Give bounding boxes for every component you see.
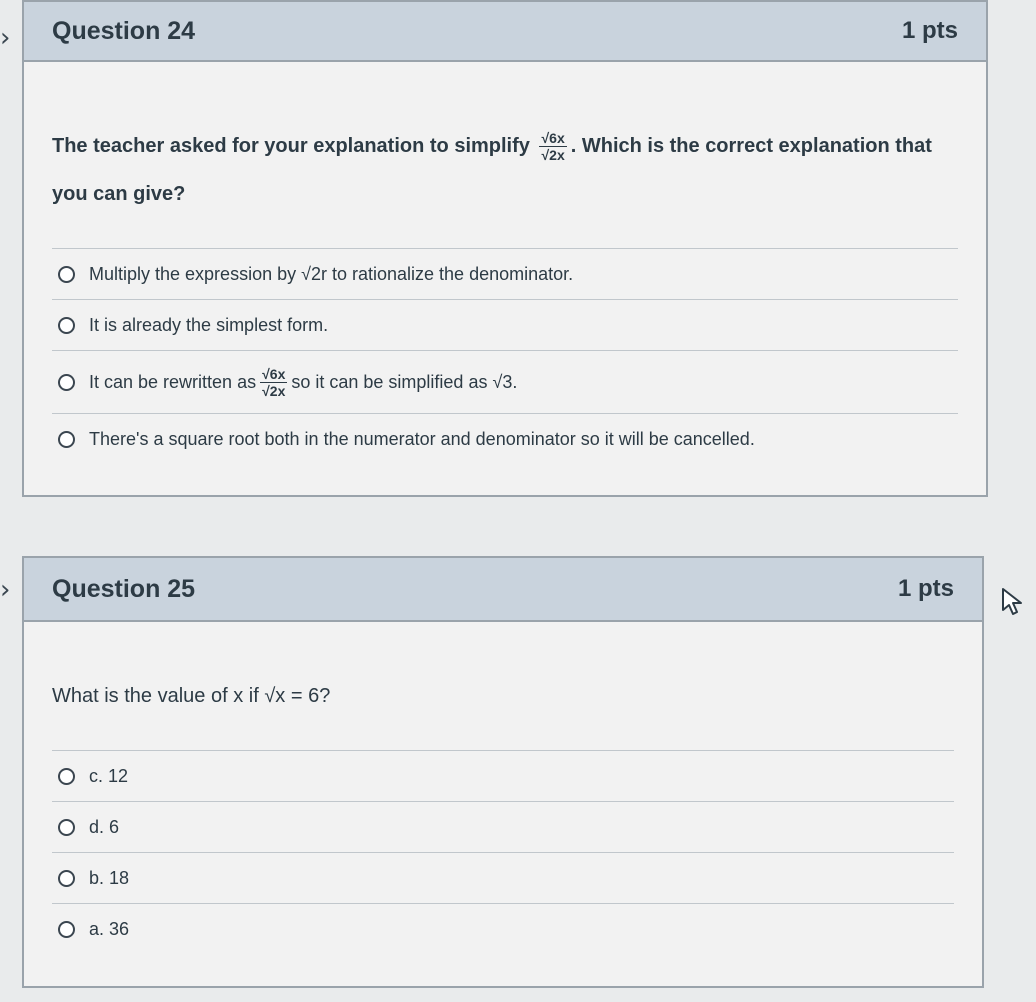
question-24-header [24,2,986,62]
question-25-text: What is the value of x if √x = 6? [52,685,331,707]
radio-button[interactable] [58,870,75,887]
radio-button[interactable] [58,431,75,448]
question-24-body [24,62,986,464]
radio-button[interactable] [58,266,75,283]
answer-label: Multiply the expression by √2r to rationalize the denominator. [89,263,574,284]
answer-label: b. 18 [89,867,130,888]
question-24-points: 1 pts [901,17,958,44]
question-25-card [22,556,984,988]
answer-label: It is already the simplest form. [89,314,329,335]
question-24-text [52,122,958,170]
radio-button[interactable] [58,819,75,836]
answer-list [52,249,958,464]
question-24-text-line2: you can give? [52,183,186,205]
answer-option[interactable] [52,802,954,853]
answer-label: It can be rewritten as [89,371,257,392]
answer-option[interactable] [52,300,958,351]
fraction-denominator: √2x [541,147,565,164]
question-25-points: 1 pts [897,575,954,602]
question-25-header [24,558,982,622]
answer-option[interactable] [52,414,958,464]
question-25-title: Question 25 [52,574,196,603]
answer-label: d. 6 [89,816,120,837]
answer-label: c. 12 [89,765,129,786]
radio-button[interactable] [58,921,75,938]
fraction [539,130,566,163]
radio-button[interactable] [58,768,75,785]
answer-label: a. 36 [89,918,130,939]
answer-option[interactable] [52,351,958,414]
answer-option[interactable] [52,249,958,300]
answer-label: There's a square root both in the numerator and denominator so it will be cancelled. [89,428,755,449]
chevron-right-icon[interactable]: › [0,575,11,605]
question-24-text-part2: . Which is the correct explanation that [570,135,932,157]
question-24-title: Question 24 [52,16,196,45]
mouse-pointer-icon [1000,586,1026,616]
answer-option[interactable] [52,751,954,802]
answer-label: so it can be simplified as √3. [291,371,518,392]
fraction-denominator: √2x [262,382,286,399]
answer-list [52,751,954,954]
fraction-numerator: √6x [541,130,565,147]
fraction-numerator: √6x [262,365,286,382]
question-24-card [22,0,988,497]
chevron-right-icon[interactable]: › [0,23,11,53]
question-25-body [24,622,982,954]
question-24-text-part1: The teacher asked for your explanation to simplify [52,135,530,157]
radio-button[interactable] [58,374,75,391]
fraction [260,366,287,399]
answer-option[interactable] [52,904,954,954]
answer-option[interactable] [52,853,954,904]
radio-button[interactable] [58,317,75,334]
